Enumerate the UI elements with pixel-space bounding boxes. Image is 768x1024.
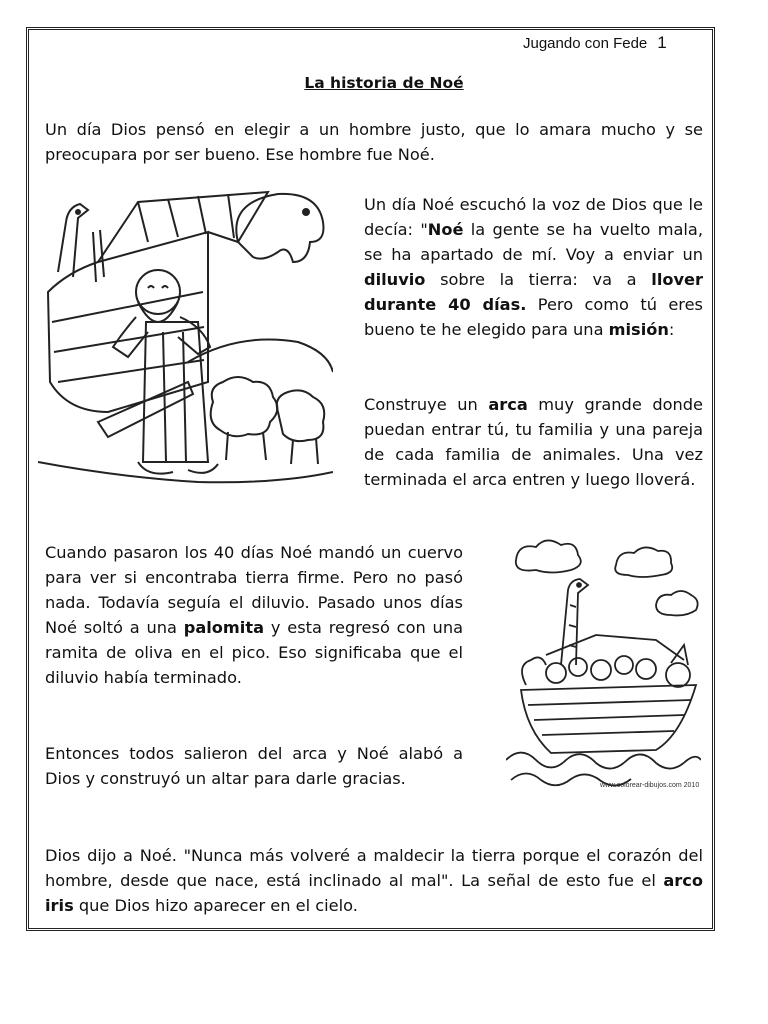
noah-ark-coloring-icon — [38, 182, 333, 492]
paragraph-altar: Entonces todos salieron del arca y Noé alabó a Dios y construyó un altar para darle gracias. — [45, 744, 463, 788]
paragraph-build-ark: Construye un arca muy grande donde puedan entrar tú, tu familia y una pareja de cada familia de animales. Una vez terminada el arca entren y luego lloverá. — [364, 395, 704, 489]
story-title: La historia de Noé — [304, 74, 464, 92]
page-number: 1 — [657, 33, 667, 52]
paragraph-raven-dove: Cuando pasaron los 40 días Noé mandó un cuervo para ver si encontraba tierra firme. Pero no pasó nada. Todavía seguía el diluvio. Pasado unos días Noé soltó a una palomita y esta regresó con una ramita de oliva en el pico. Eso significaba que el diluvio había terminado. — [45, 543, 464, 687]
image-watermark: www.colorear-dibujos.com 2010 — [600, 782, 700, 789]
header-text: Jugando con Fede — [523, 35, 648, 52]
paragraph-intro: Un día Dios pensó en elegir a un hombre justo, que lo amara mucho y se preocupara por ser bueno. Ese hombre fue Noé. — [45, 120, 703, 164]
page-header — [523, 33, 667, 53]
paragraph-rainbow: Dios dijo a Noé. "Nunca más volveré a maldecir la tierra porque el corazón del hombre, desde que nace, está inclinado al mal". La señal de esto fue el arco iris que Dios hizo aparecer en el cielo. — [45, 846, 703, 915]
paragraph-gods-voice: Un día Noé escuchó la voz de Dios que le decía: "Noé la gente se ha vuelto mala, se ha apartado de mí. Voy a enviar un diluvio sobre la tierra: va a llover durante 40 días. Pero como tú eres bueno te he elegido para una misión: — [364, 195, 703, 339]
ark-animals-coloring-icon — [506, 535, 701, 797]
